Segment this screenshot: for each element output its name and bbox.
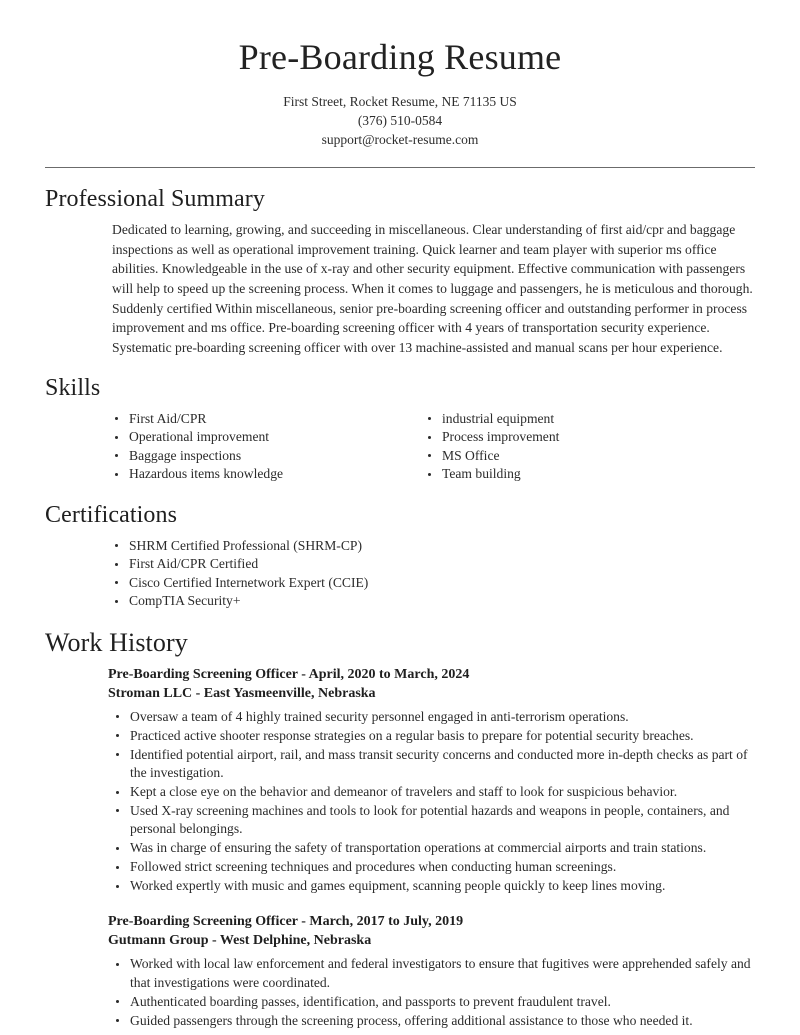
section-skills [45,375,755,484]
section-heading-work-history: Work History [45,628,188,658]
list-item: Baggage inspections [112,447,425,465]
job-bullets [108,955,755,1030]
contact-address: First Street, Rocket Resume, NE 71135 US [283,93,517,109]
section-heading-skills: Skills [45,375,101,402]
skills-columns [45,410,755,484]
list-item: Hazardous items knowledge [112,465,425,483]
certifications-list [112,537,755,611]
page-title: Pre-Boarding Resume [238,37,562,77]
list-item: Used X-ray screening machines and tools to look for potential hazards and weapons in people, containers, and personal belongings. [112,802,755,839]
job-title: Pre-Boarding Screening Officer - March, 2017 to July, 2019 [108,914,464,930]
job-title: Pre-Boarding Screening Officer - April, 2020 to March, 2024 [108,666,470,682]
list-item: Operational improvement [112,428,425,446]
section-heading-certifications: Certifications [45,501,178,528]
list-item: Was in charge of ensuring the safety of transportation operations at commercial airports and train stations. [112,839,755,857]
list-item: Team building [425,465,738,483]
work-history-body [45,665,755,1030]
list-item: Guided passengers through the screening process, offering additional assistance to those who needed it. [112,1012,755,1030]
contact-block [45,92,755,149]
contact-phone: (376) 510-0584 [357,112,443,128]
section-work-history [45,628,755,1030]
summary-body [45,220,755,357]
list-item: First Aid/CPR Certified [112,555,755,573]
list-item: Worked expertly with music and games equipment, scanning people quickly to keep lines moving. [112,877,755,895]
list-item: Followed strict screening techniques and procedures when conducting human screenings. [112,858,755,876]
skills-list-right [425,410,738,484]
list-item: industrial equipment [425,410,738,428]
list-item: Oversaw a team of 4 highly trained security personnel engaged in anti-terrorism operations. [112,708,755,726]
skills-list-left [112,410,425,484]
job-company: Gutmann Group - West Delphine, Nebraska [108,933,372,949]
list-item: CompTIA Security+ [112,592,755,610]
list-item: MS Office [425,447,738,465]
list-item: First Aid/CPR [112,410,425,428]
list-item: Practiced active shooter response strategies on a regular basis to prepare for potential security breaches. [112,727,755,745]
job-bullets [108,708,755,896]
skills-column-right [425,410,738,484]
job-entry [108,665,755,896]
job-entry [108,912,755,1030]
section-professional-summary [45,186,755,358]
section-certifications [45,502,755,610]
list-item: Process improvement [425,428,738,446]
job-company: Stroman LLC - East Yasmeenville, Nebraska [108,685,376,701]
certifications-body [45,537,755,611]
header-divider [45,167,755,168]
list-item: Authenticated boarding passes, identification, and passports to prevent fraudulent travel. [112,993,755,1011]
list-item: Identified potential airport, rail, and mass transit security concerns and conducted more in-depth checks as part of the investigation. [112,746,755,783]
summary-text: Dedicated to learning, growing, and succeeding in miscellaneous. Clear understanding of first aid/cpr and baggage inspections as well as operational improvement training. Quick learner and team player with superior ms office abilities. Knowledgeable in the use of x-ray and other security equipment. Effective communication with passengers will help to speed up the screening process. When it comes to luggage and passengers, he is meticulous and thorough. Suddenly certified Within miscellaneous, senior pre-boarding screening officer and outstanding performer in process improvement and ms office. Pre-boarding screening officer with 4 years of transportation security experience. Systematic pre-boarding screening officer with over 13 machine-assisted and manual scans per hour experience. [112,222,753,355]
list-item: Kept a close eye on the behavior and demeanor of travelers and staff to look for suspicious behavior. [112,783,755,801]
list-item: SHRM Certified Professional (SHRM-CP) [112,537,755,555]
list-item: Worked with local law enforcement and federal investigators to ensure that fugitives were apprehended safely and that investigations were coordinated. [112,955,755,992]
skills-column-left [112,410,425,484]
list-item: Cisco Certified Internetwork Expert (CCIE) [112,574,755,592]
section-heading-summary: Professional Summary [45,185,265,212]
contact-email: support@rocket-resume.com [321,131,479,147]
